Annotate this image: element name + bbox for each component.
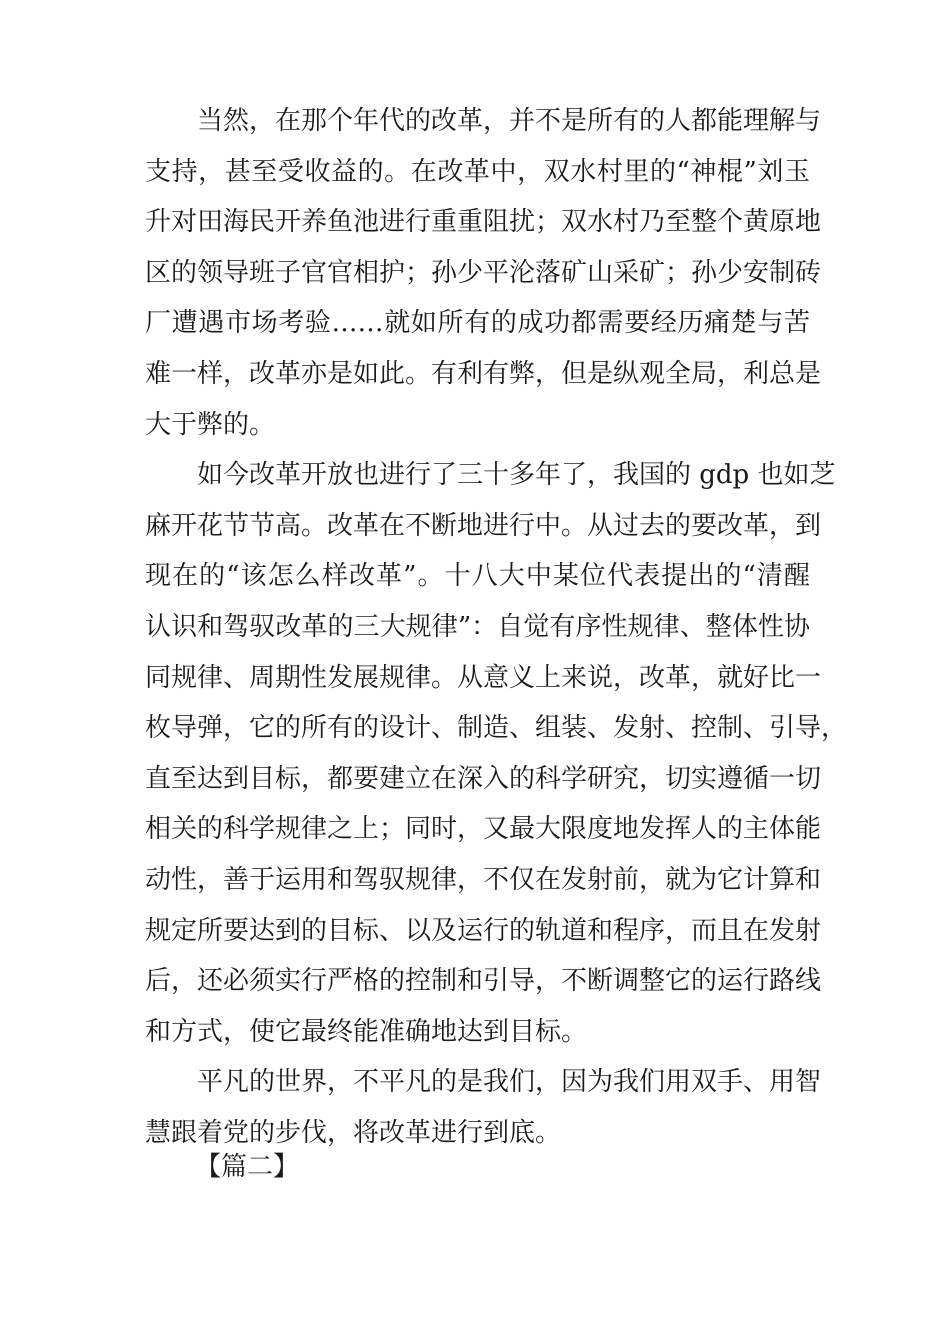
- body-text: [145, 96, 848, 1158]
- paragraph-1-line-6: 难一样，改革亦是如此。有利有弊，但是纵观全局，利总是: [145, 358, 822, 389]
- paragraph-3-line-2: 慧跟着党的步伐，将改革进行到底。: [145, 1117, 562, 1148]
- paragraph-2-line-4: 认识和驾驭改革的三大规律”：自觉有序性规律、整体性协: [145, 611, 810, 642]
- paragraph-1-line-4: 区的领导班子官官相护；孙少平沦落矿山采矿；孙少安制砖: [145, 257, 822, 288]
- paragraph-2-line-2: 麻开花节节高。改革在不断地进行中。从过去的要改革，到: [145, 510, 822, 541]
- paragraph-1-line-1: 当然，在那个年代的改革，并不是所有的人都能理解与: [197, 106, 822, 136]
- paragraph-1-line-7: 大于弊的。: [145, 409, 276, 440]
- paragraph-1-line-5: 厂遭遇市场考验……就如所有的成功都需要经历痛楚与苦: [145, 308, 810, 339]
- paragraph-2-line-10: 规定所要达到的目标、以及运行的轨道和程序，而且在发射: [145, 915, 822, 946]
- paragraph-2-line-3: 现在的“该怎么样改革”。十八大中某位代表提出的“清醒: [145, 561, 810, 592]
- paragraph-2-line-9: 动性，善于运用和驾驭规律，不仅在发射前，就为它计算和: [145, 864, 822, 895]
- paragraph-2-line-5: 同规律、周期性发展规律。从意义上来说，改革，就好比一: [145, 662, 822, 693]
- paragraph-2-line-12: 和方式，使它最终能准确地达到目标。: [145, 1016, 588, 1047]
- paragraph-2-line-8: 相关的科学规律之上；同时，又最大限度地发挥人的主体能: [145, 814, 822, 845]
- paragraph-1-line-2: 支持，甚至受收益的。在改革中，双水村里的“神棍”刘玉: [145, 156, 810, 187]
- paragraph-1-line-3: 升对田海民开养鱼池进行重重阻扰；双水村乃至整个黄原地: [145, 207, 822, 238]
- paragraph-2-line-6: 枚导弹，它的所有的设计、制造、组装、发射、控制、引导，: [145, 713, 848, 744]
- paragraph-3-line-1: 平凡的世界，不平凡的是我们，因为我们用双手、用智: [197, 1067, 822, 1098]
- section-heading: 【篇二】: [195, 1152, 300, 1182]
- paragraph-2-line-1: 如今改革开放也进行了三十多年了，我国的 gdp 也如芝: [197, 460, 836, 491]
- paragraph-2-line-7: 直至达到目标，都要建立在深入的科学研究，切实遵循一切: [145, 763, 822, 794]
- paragraph-2-line-11: 后，还必须实行严格的控制和引导，不断调整它的运行路线: [145, 966, 822, 997]
